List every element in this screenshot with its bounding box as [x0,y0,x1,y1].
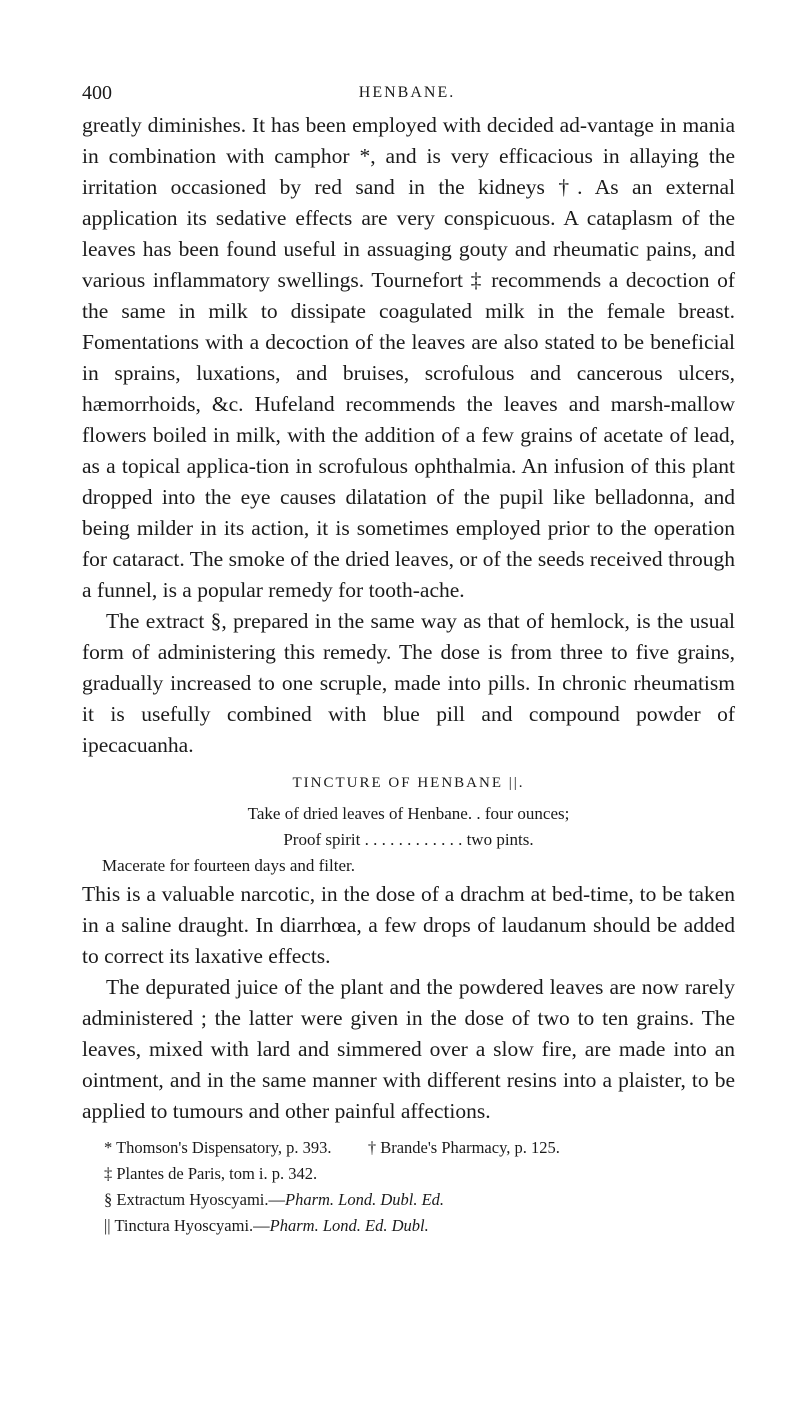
footnote-3 [82,1161,735,1187]
recipe-line-3: Macerate for fourteen days and filter. [102,856,355,875]
footnote-mark: § [104,1190,113,1209]
footnote-text: Brande's Pharmacy, p. 125. [380,1138,560,1157]
footnotes [82,1135,735,1239]
footnote-text: Extractum Hyoscyami.— [116,1190,286,1209]
paragraph-4: The depurated juice of the plant and the powdered leaves are now rarely administered ; the latter were given in the dose of two to ten grains. The leaves, mixed with lard and simmered over a slow fire, are made into an ointment, and in the same manner with different resins into a plaister, to be applied to tumours and other painful affections. [82,975,735,1123]
paragraph-1: greatly diminishes. It has been employed with decided ad-vantage in mania in combination with camphor *, and is very efficacious in allaying the irritation occasioned by red sand in the kidneys †. As an external application its sedative effects are very conspicuous. A cataplasm of the leaves has been found useful in assuaging gouty and rheumatic pains, and various inflammatory swellings. Tournefort ‡ recommends a decoction of the same in milk to dissipate coagulated milk in the female breast. Fomentations with a decoction of the leaves are also stated to be beneficial in sprains, luxations, and bruises, scrofulous and cancerous ulcers, hæmorrhoids, &c. Hufeland recommends the leaves and marsh-mallow flowers boiled in milk, with the addition of a few grains of acetate of lead, as a topical applica-tion in scrofulous ophthalmia. An infusion of this plant dropped into the eye causes dilatation of the pupil like belladonna, and being milder in its action, it is sometimes employed prior to the operation for cataract. The smoke of the dried leaves, or of the seeds received through a funnel, is a popular remedy for tooth-ache. [82,113,735,602]
footnote-text: Plantes de Paris, tom i. p. 342. [116,1164,318,1183]
recipe-line-1: Take of dried leaves of Henbane. . four ounces; [247,804,570,823]
paragraph-2: The extract §, prepared in the same way as that of hemlock, is the usual form of administering this remedy. The dose is from three to five grains, gradually increased to one scruple, made into pills. In chronic rheumatism it is usefully combined with blue pill and compound powder of ipecacuanha. [82,609,735,757]
footnote-mark: ‡ [104,1164,113,1183]
footnote-4 [82,1187,735,1213]
footnote-text: Thomson's Dispensatory, p. 393. [116,1138,332,1157]
footnote-1 [82,1135,735,1161]
page-number: 400 [82,82,112,104]
paragraph-3: This is a valuable narcotic, in the dose of a drachm at bed-time, to be taken in a saline draught. In diarrhœa, a few drops of laudanum should be added to correct its laxative effects. [82,882,735,968]
recipe-title: TINCTURE OF HENBANE ||. [292,775,525,791]
footnote-5 [82,1213,735,1239]
footnote-mark: † [367,1138,377,1157]
footnote-source: Pharm. Lond. Dubl. Ed. [285,1190,445,1209]
footnote-mark: * [104,1138,113,1157]
recipe-line-2: Proof spirit . . . . . . . . . . . . two pints. [283,830,534,849]
running-head: HENBANE. [358,84,456,101]
page-body [82,110,735,1239]
footnote-source: Pharm. Lond. Ed. Dubl. [269,1216,429,1235]
footnote-mark: || [104,1216,111,1235]
page-header [82,82,732,112]
footnote-text: Tinctura Hyoscyami.— [114,1216,270,1235]
